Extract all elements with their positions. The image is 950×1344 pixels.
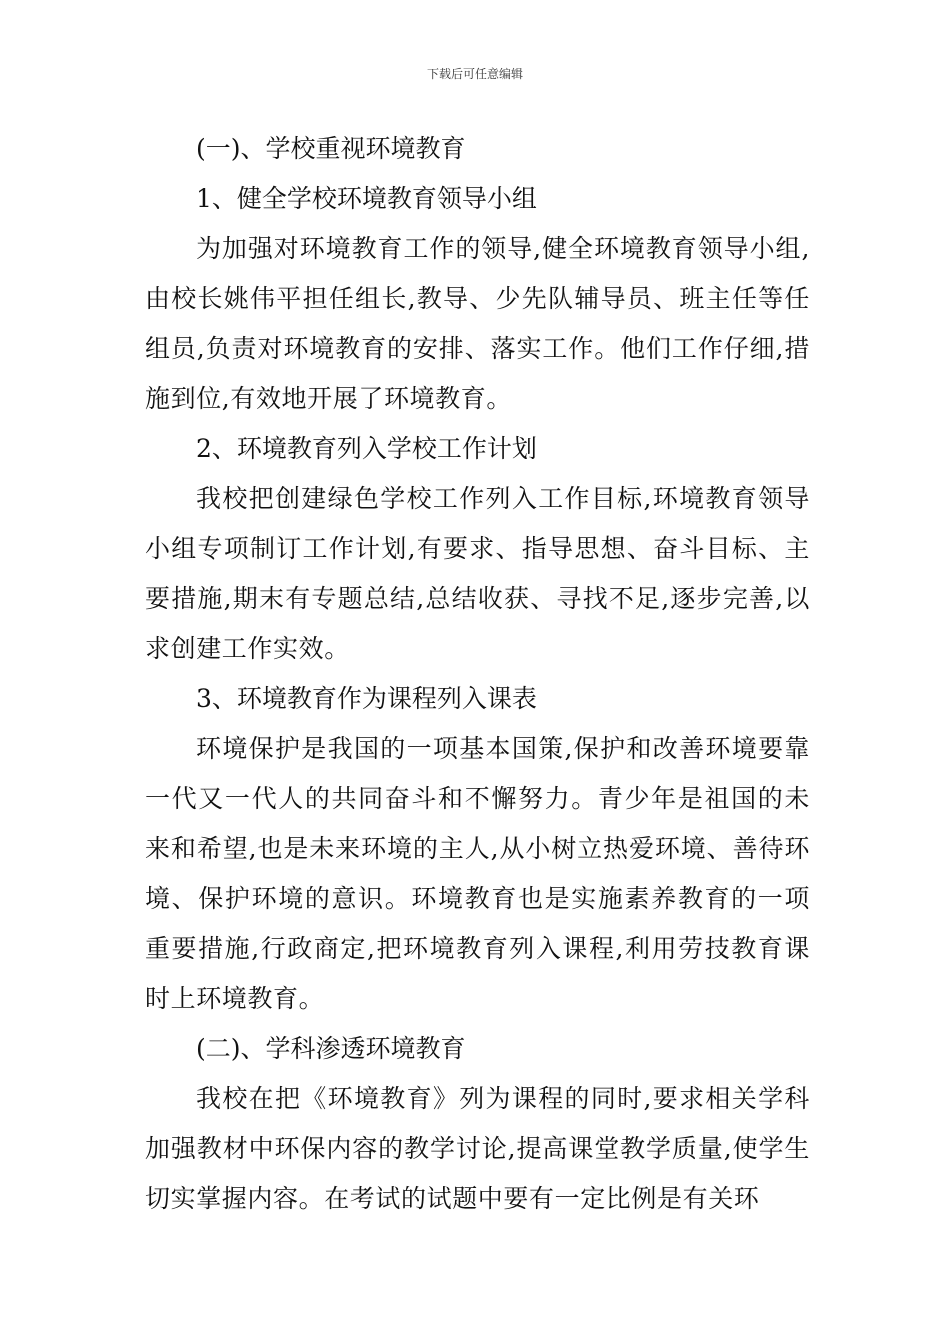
section-heading-1: (一)、学校重视环境教育 [196,134,466,163]
subheading-1-3: 3、环境教育作为课程列入课表 [196,684,537,713]
page-header: 下载后可任意编辑 [426,67,523,81]
document-body [145,124,810,1224]
paragraph-2: 我校把创建绿色学校工作列入工作目标,环境教育领导小组专项制订工作计划,有要求、指导思想、奋斗目标、主要措施,期末有专题总结,总结收获、寻找不足,逐步完善,以求创建工作实效。 [145,484,810,663]
section-heading-2: (二)、学科渗透环境教育 [196,1034,466,1063]
paragraph-1: 为加强对环境教育工作的领导,健全环境教育领导小组,由校长姚伟平担任组长,教导、少先队辅导员、班主任等任组员,负责对环境教育的安排、落实工作。他们工作仔细,措施到位,有效地开展了环境教育。 [145,234,810,413]
paragraph-3: 环境保护是我国的一项基本国策,保护和改善环境要靠一代又一代人的共同奋斗和不懈努力。青少年是祖国的未来和希望,也是未来环境的主人,从小树立热爱环境、善待环境、保护环境的意识。环境教育也是实施素养教育的一项重要措施,行政商定,把环境教育列入课程,利用劳技教育课时上环境教育。 [145,734,810,1013]
subheading-1-1: 1、健全学校环境教育领导小组 [196,184,537,213]
paragraph-4: 我校在把《环境教育》列为课程的同时,要求相关学科加强教材中环保内容的教学讨论,提高课堂教学质量,使学生切实掌握内容。在考试的试题中要有一定比例是有关环 [145,1084,810,1213]
subheading-1-2: 2、环境教育列入学校工作计划 [196,434,537,463]
